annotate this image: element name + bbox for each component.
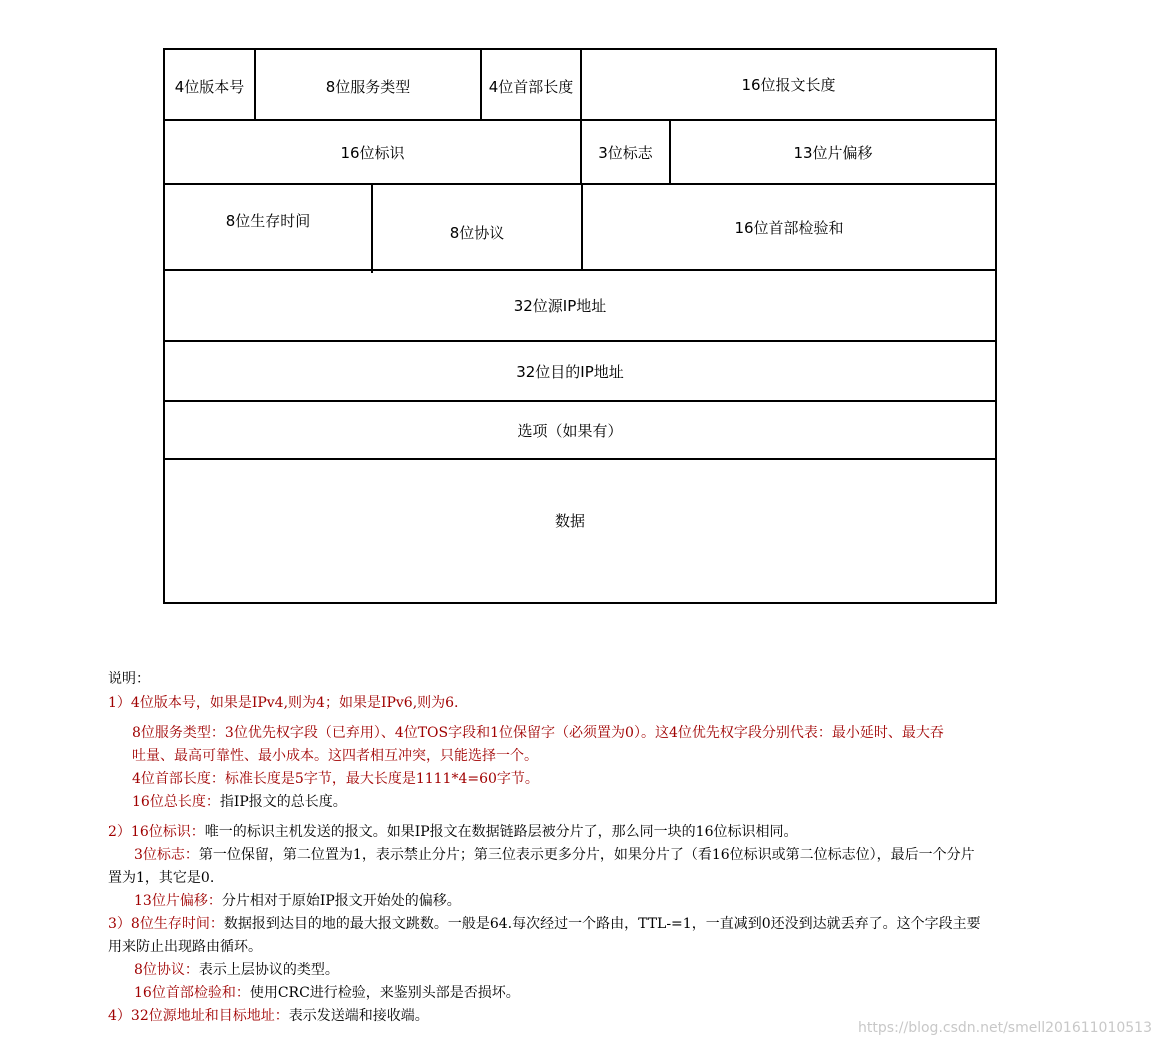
note-text: 使用CRC进行检验，来鉴别头部是否损坏。 (249, 985, 520, 1001)
note-flags-cont: 置为1，其它是0. (108, 870, 215, 886)
note-protocol (108, 959, 1158, 982)
field-checksum: 16位首部检验和 (734, 218, 844, 237)
note-text: 分片相对于原始IP报文开始处的偏移。 (221, 893, 461, 909)
note-text: 第一位保留，第二位置为1，表示禁止分片；第三位表示更多分片，如果分片了（看16位标识或第二位标志位），最后一个分片 (198, 847, 975, 863)
note-ttl (108, 913, 1158, 936)
field-total-length: 16位报文长度 (741, 76, 836, 94)
note-text: 表示上层协议的类型。 (198, 962, 339, 978)
field-data: 数据 (554, 511, 585, 530)
field-protocol: 8位协议 (449, 223, 505, 242)
note-ttl-cont: 用来防止出现路由循环。 (108, 939, 262, 955)
field-tos: 8位服务类型 (325, 77, 411, 96)
note-text: 表示发送端和接收端。 (288, 1008, 429, 1024)
note-flags (108, 844, 1158, 867)
field-fragment-offset: 13位片偏移 (793, 143, 873, 162)
note-text: 数据报到达目的地的最大报文跳数。一般是64.每次经过一个路由，TTL-=1，一直减到0还没到达就丢弃了。这个字段主要 (223, 916, 981, 932)
note-label: 13位片偏移： (134, 893, 222, 909)
note-header-length: 4位首部长度：标准长度是5字节，最大长度是1111*4=60字节。 (132, 771, 539, 787)
note-label: 2）16位标识： (108, 824, 205, 840)
note-label: 8位协议： (134, 962, 199, 978)
field-header-length: 4位首部长度 (488, 77, 574, 96)
note-label: 4）32位源地址和目标地址： (108, 1008, 289, 1024)
field-source-ip: 32位源IP地址 (513, 297, 607, 315)
note-version: 1）4位版本号，如果是IPv4,则为4；如果是IPv6,则为6. (108, 695, 459, 711)
explanation-notes (108, 668, 1158, 1028)
note-checksum (108, 982, 1158, 1005)
note-tos-cont: 吐量、最高可靠性、最小成本。这四者相互冲突，只能选择一个。 (132, 748, 538, 764)
field-version: 4位版本号 (174, 77, 245, 96)
field-identification: 16位标识 (340, 143, 405, 162)
note-tos: 8位服务类型：3位优先权字段（已弃用）、4位TOS字段和1位保留字（必须置为0）。这4位优先权字段分别代表：最小延时、最大吞 (132, 725, 944, 741)
note-text: 唯一的标识主机发送的报文。如果IP报文在数据链路层被分片了，那么同一块的16位标识相同。 (204, 824, 798, 840)
note-total-length (108, 791, 1158, 821)
field-ttl: 8位生存时间 (225, 211, 311, 230)
note-identification (108, 821, 1158, 844)
ip-header-diagram (163, 48, 997, 604)
note-label: 3位标志： (134, 847, 199, 863)
notes-title: 说明： (108, 671, 150, 687)
field-options: 选项（如果有） (517, 421, 623, 440)
note-label: 16位总长度： (132, 794, 220, 810)
note-text: 指IP报文的总长度。 (219, 794, 347, 810)
note-label: 3）8位生存时间： (108, 916, 224, 932)
watermark: https://blog.csdn.net/smell201611010513 (858, 1020, 1152, 1036)
note-label: 16位首部检验和： (134, 985, 250, 1001)
field-flags: 3位标志 (598, 143, 653, 162)
note-fragment-offset (108, 890, 1158, 913)
field-dest-ip: 32位目的IP地址 (516, 362, 624, 381)
